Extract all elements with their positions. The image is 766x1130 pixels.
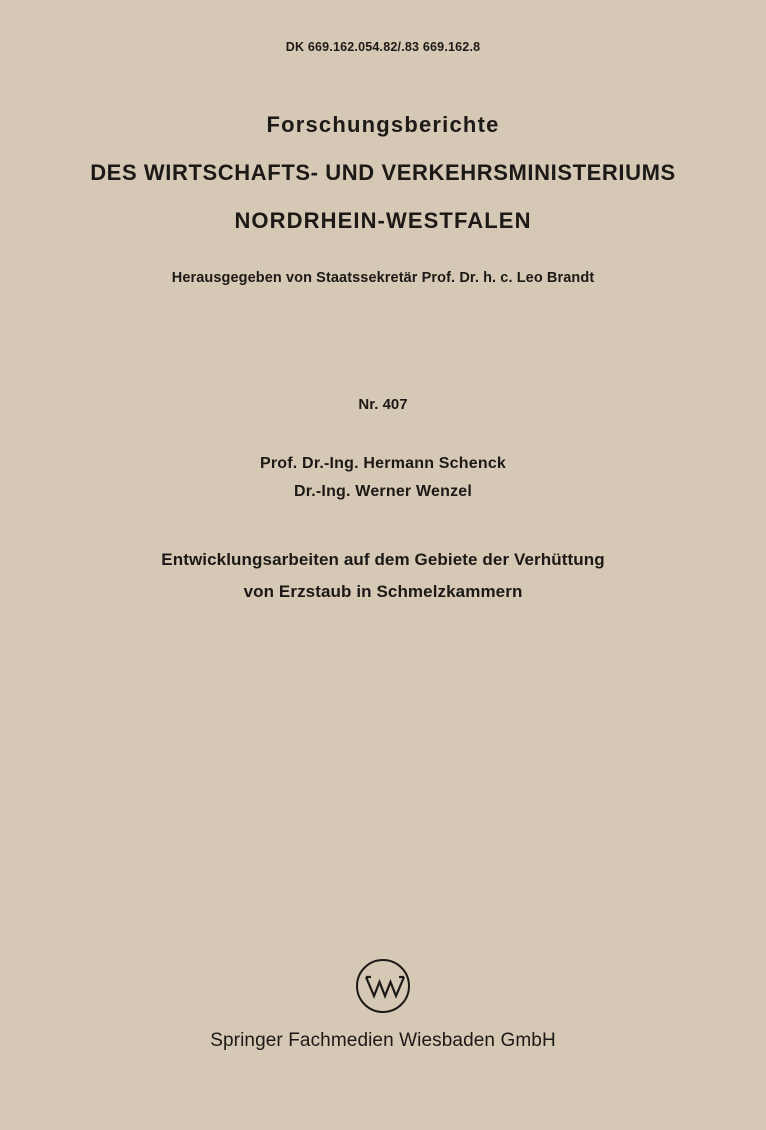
series-line-1: Forschungsberichte	[266, 112, 500, 137]
springer-vieweg-w-logo	[355, 958, 411, 1014]
editor-credit: Herausgegeben von Staatssekretär Prof. Dr. h. c. Leo Brandt	[171, 270, 595, 286]
author-name: Dr.-Ing. Werner Wenzel	[293, 483, 473, 500]
publisher-block	[0, 958, 766, 1052]
series-line-3: NORDRHEIN-WESTFALEN	[234, 208, 532, 233]
publisher-name: Springer Fachmedien Wiesbaden GmbH	[210, 1030, 556, 1051]
document-title	[0, 544, 766, 609]
title-line-1: Entwicklungsarbeiten auf dem Gebiete der Verhüttung	[161, 550, 605, 569]
report-number: Nr. 407	[358, 396, 408, 413]
author-name: Prof. Dr.-Ing. Hermann Schenck	[259, 455, 507, 472]
author-list	[0, 450, 766, 506]
title-line-2: von Erzstaub in Schmelzkammern	[243, 582, 523, 602]
series-line-2: DES WIRTSCHAFTS- UND VERKEHRSMINISTERIUMS	[90, 160, 676, 185]
series-heading	[0, 112, 766, 234]
dk-classification-code: DK 669.162.054.82/.83 669.162.8	[285, 40, 481, 54]
